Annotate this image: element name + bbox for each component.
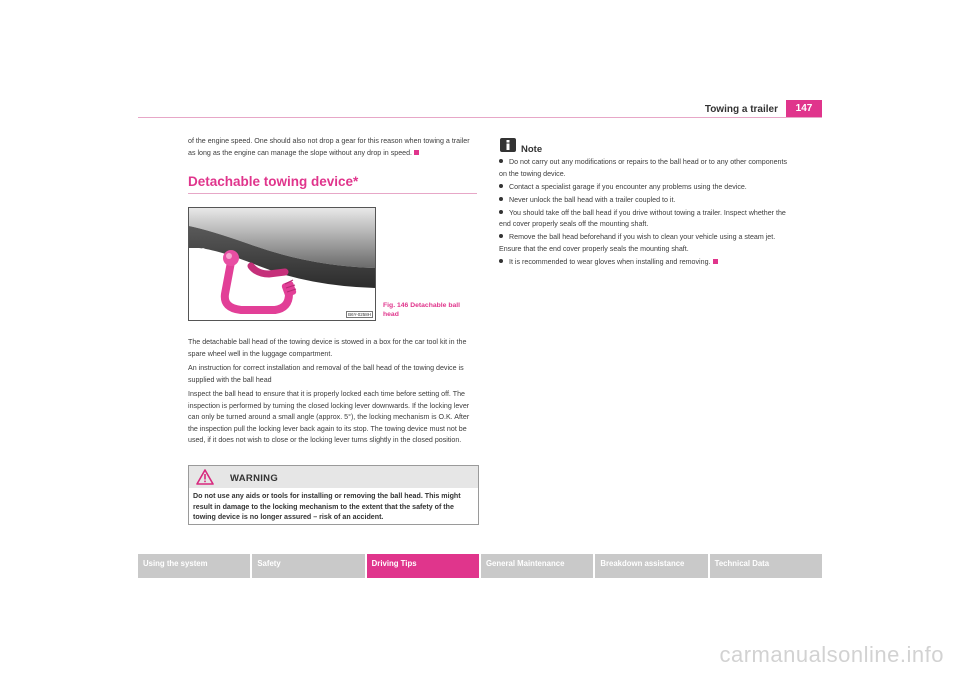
bullet-icon [499, 210, 503, 214]
page-header-title: Towing a trailer [704, 104, 778, 115]
tab-using-the-system[interactable]: Using the system [138, 554, 250, 578]
tab-safety[interactable]: Safety [252, 554, 364, 578]
watermark-text: carmanualsonline.info [719, 642, 944, 667]
section-heading: Detachable towing device* [188, 174, 359, 189]
page-number-badge: 147 [786, 100, 822, 118]
warning-text: Do not use any aids or tools for installing or removing the ball head. This might result in damage to the locking mechanism to the extent that the safety of the towing device is no longer assured – risk of an accident. [193, 492, 461, 521]
note-item: Remove the ball head beforehand if you wish to clean your vehicle using a steam jet. Ensure that the end cover properly seals the mounting shaft. [499, 233, 776, 253]
tab-driving-tips[interactable]: Driving Tips [367, 554, 479, 578]
bullet-icon [499, 184, 503, 188]
chapter-tabs [138, 554, 822, 578]
note-end-mark [713, 259, 718, 264]
bullet-icon [499, 234, 503, 238]
section-end-mark [414, 150, 419, 155]
note-title: Note [521, 144, 543, 155]
tab-technical-data[interactable]: Technical Data [710, 554, 822, 578]
note-item: Do not carry out any modifications or repairs to the ball head or to any other components on the towing device. [499, 158, 787, 178]
note-info-icon [500, 138, 516, 152]
tab-breakdown-assistance[interactable]: Breakdown assistance [595, 554, 707, 578]
bullet-icon [499, 159, 503, 163]
paragraph-inspection: Inspect the ball head to ensure that it is properly locked each time before setting off. The inspection is performed by turning the closed locking lever downwards. If the locking lever can only be turned around a small angle (approx. 5°), the locking mechanism is O.K. After the inspection pull the locking lever back again to its stop. The towing device must not be used, if it does not wish to close or the locking lever turns slightly in the closed position. [188, 390, 470, 444]
section-heading-rule [188, 193, 477, 194]
paragraph-storage: The detachable ball head of the towing device is stowed in a box for the car tool kit in the spare wheel well in the luggage compartment. [188, 338, 467, 358]
warning-triangle-icon [196, 469, 214, 485]
ball-head-figure [188, 207, 376, 321]
ball-head-illustration [189, 208, 375, 320]
note-item: It is recommended to wear gloves when installing and removing. [499, 257, 789, 269]
warning-box [188, 465, 479, 525]
header-rule [138, 117, 822, 118]
tab-general-maintenance[interactable]: General Maintenance [481, 554, 593, 578]
paragraph-instruction: An instruction for correct installation and removal of the ball head of the towing device is supplied with the ball head [188, 364, 464, 384]
bullet-icon [499, 197, 503, 201]
warning-title: WARNING [230, 473, 279, 484]
intro-paragraph [188, 136, 478, 159]
figure-code: B6Y-0258H [348, 312, 371, 317]
bullet-icon [499, 259, 503, 263]
note-item: Contact a specialist garage if you encounter any problems using the device. [499, 182, 789, 194]
figure-caption: Fig. 146 Detachable ball head [383, 302, 461, 318]
note-item: You should take off the ball head if you drive without towing a trailer. Inspect whether the end cover properly seals off the mounting shaft. [499, 208, 786, 228]
note-list [499, 157, 789, 270]
note-item: Never unlock the ball head with a trailer coupled to it. [499, 195, 789, 207]
intro-text: of the engine speed. One should also not drop a gear for this reason when towing a trailer as long as the engine can manage the slope without any drop in speed. [188, 137, 470, 157]
